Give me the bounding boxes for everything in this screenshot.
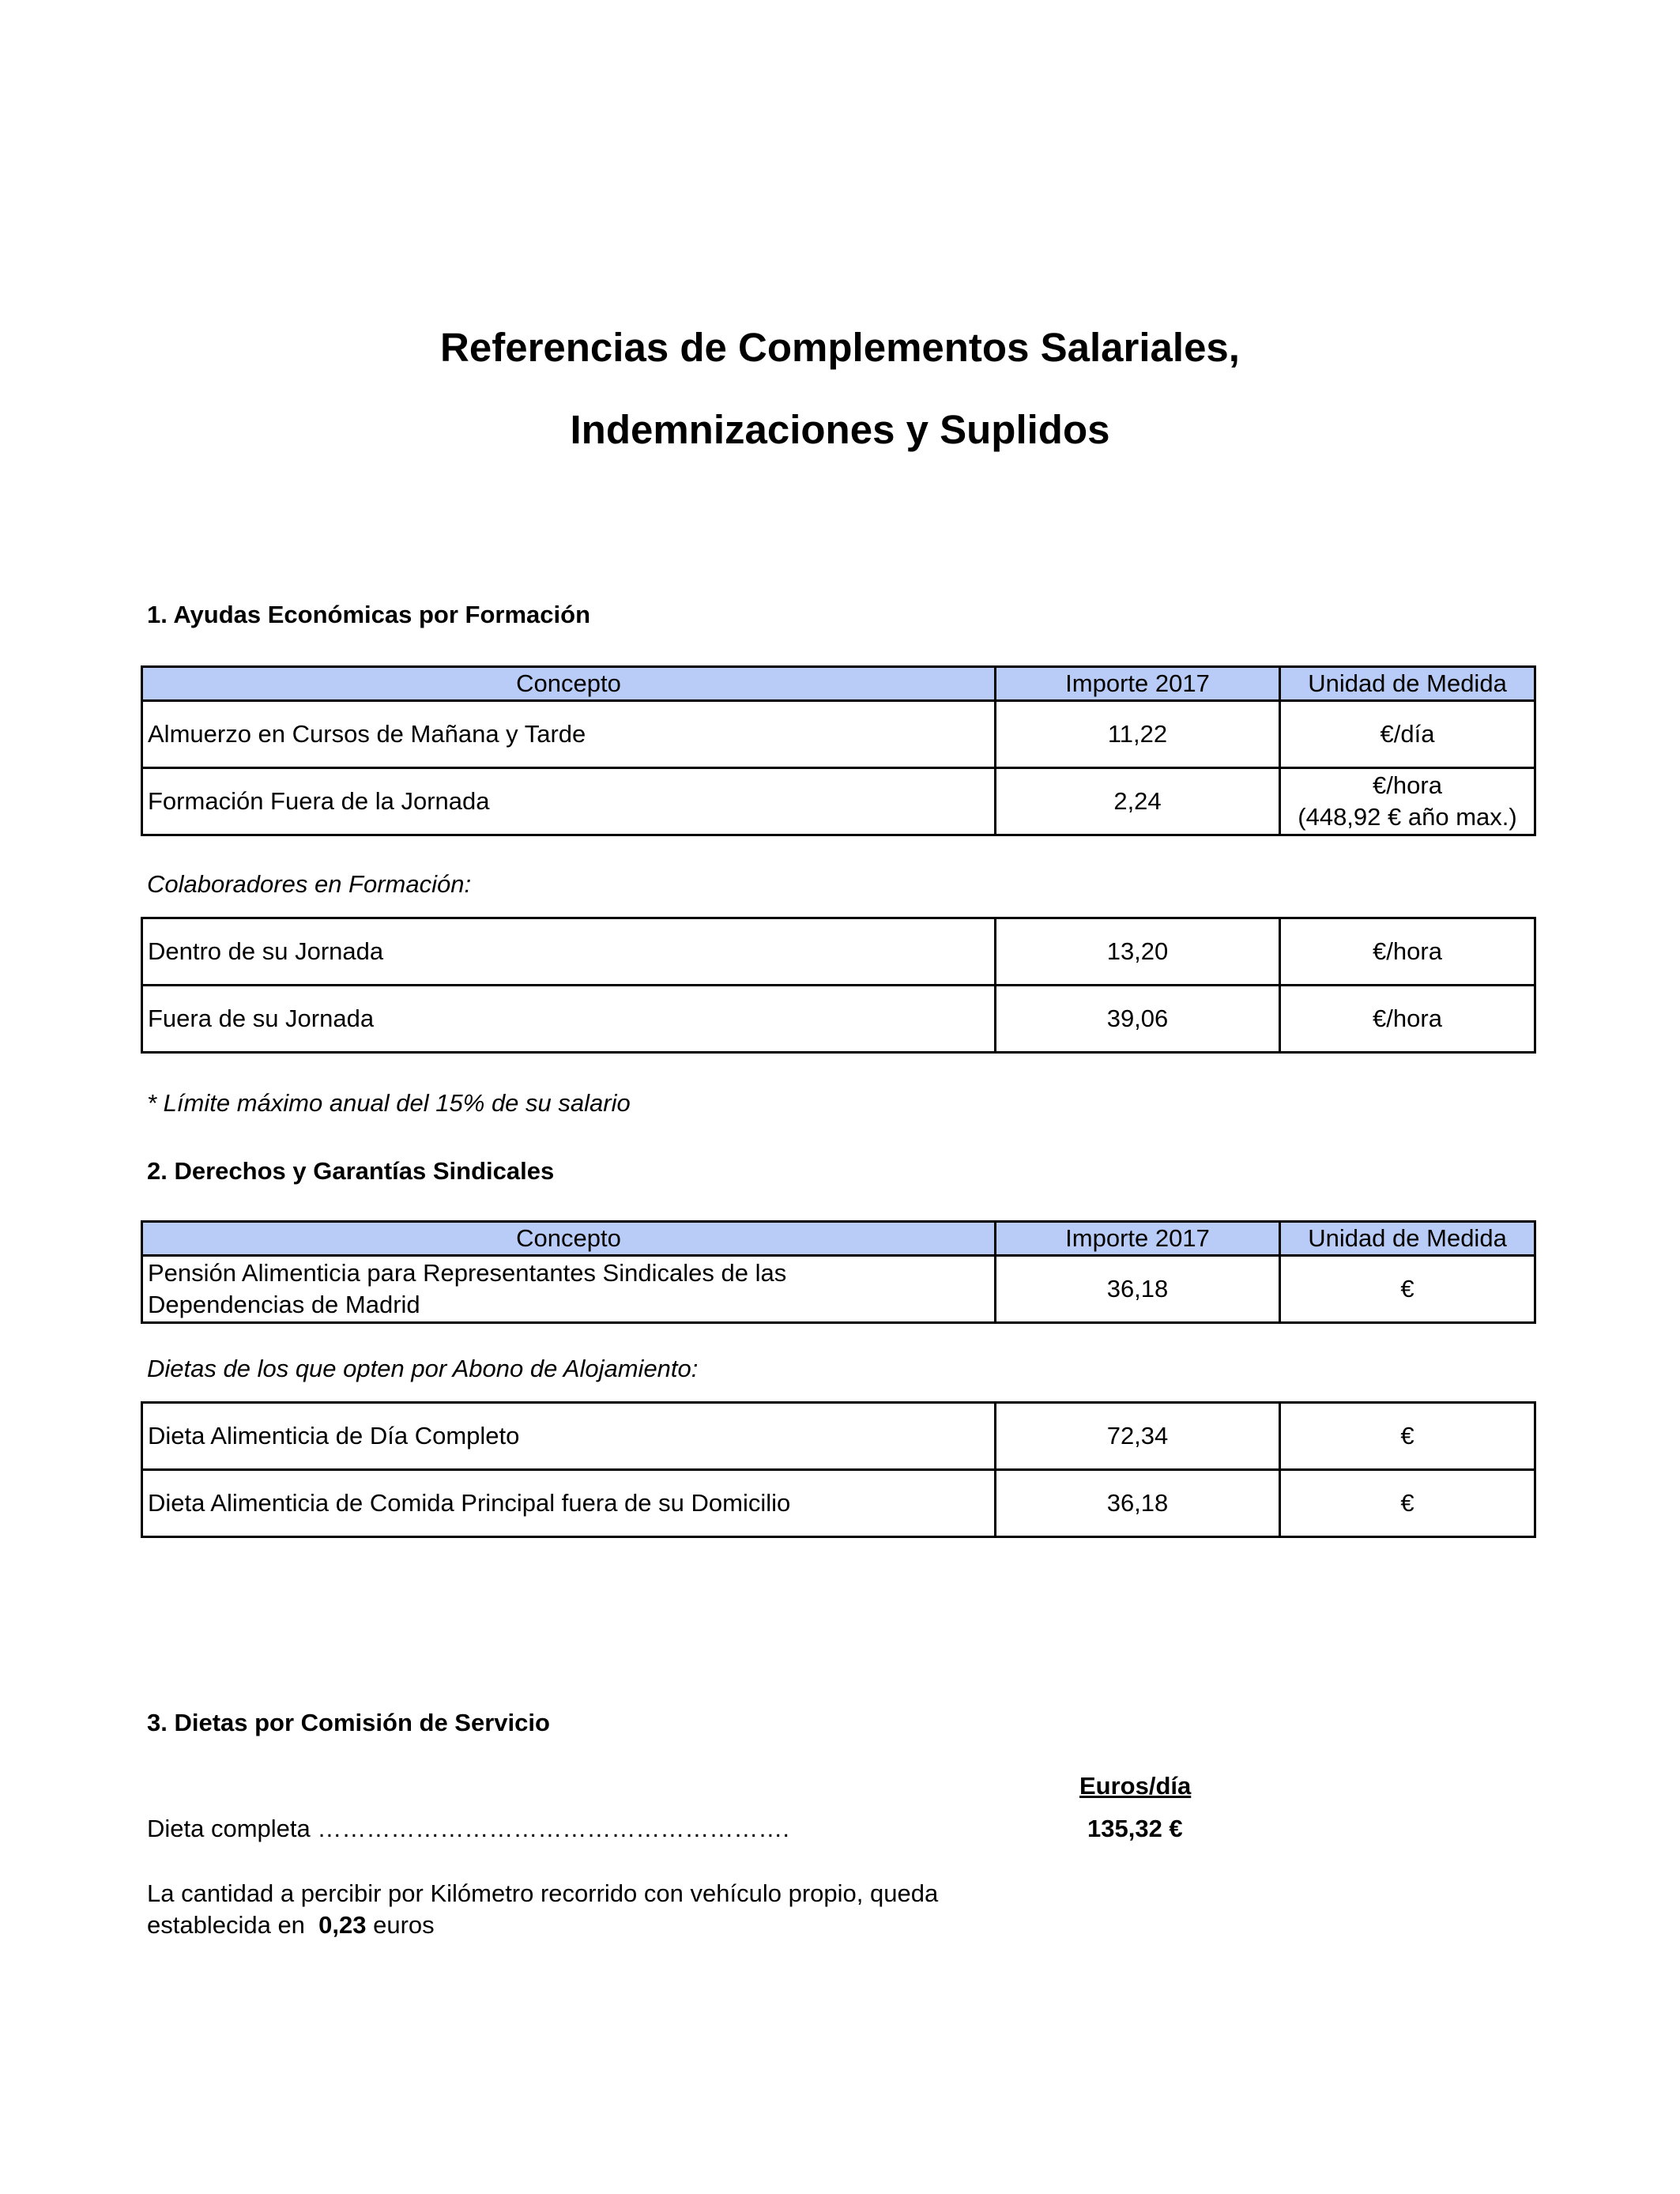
unit-line: €/hora — [1373, 771, 1442, 799]
cell-concepto: Dentro de su Jornada — [142, 918, 996, 986]
cell-importe: 13,20 — [996, 918, 1280, 986]
collaborators-label: Colaboradores en Formación: — [147, 870, 472, 898]
km-value: 0,23 — [318, 1911, 367, 1939]
km-text-line2 — [147, 1909, 435, 1941]
cell-concepto: Formación Fuera de la Jornada — [142, 768, 996, 835]
cell-unidad: € — [1280, 1403, 1535, 1470]
dieta-completa-label: Dieta completa …………………………………………………. — [147, 1815, 789, 1842]
cell-concepto: Dieta Alimenticia de Día Completo — [142, 1403, 996, 1470]
cell-concepto: Dieta Alimenticia de Comida Principal fuera de su Domicilio — [142, 1470, 996, 1537]
table-row — [142, 1470, 1535, 1537]
header-unidad: Unidad de Medida — [1280, 667, 1535, 701]
km-text-prefix: establecida en — [147, 1911, 312, 1939]
header-concepto: Concepto — [142, 1222, 996, 1256]
dietas-label: Dietas de los que opten por Abono de Alojamiento: — [147, 1355, 699, 1382]
footnote: * Límite máximo anual del 15% de su salario — [147, 1089, 631, 1117]
section1-heading: 1. Ayudas Económicas por Formación — [147, 601, 591, 628]
table-row — [142, 918, 1535, 986]
cell-unidad: €/día — [1280, 701, 1535, 768]
section2-dietas-table — [141, 1401, 1536, 1538]
section1-table — [141, 665, 1536, 836]
header-concepto: Concepto — [142, 667, 996, 701]
cell-importe: 72,34 — [996, 1403, 1280, 1470]
cell-unidad: €/hora — [1280, 986, 1535, 1053]
section2-heading: 2. Derechos y Garantías Sindicales — [147, 1157, 555, 1185]
cell-unidad — [1280, 768, 1535, 835]
table-row — [142, 1403, 1535, 1470]
km-text-line1: La cantidad a percibir por Kilómetro recorrido con vehículo propio, queda — [147, 1879, 939, 1907]
header-unidad: Unidad de Medida — [1280, 1222, 1535, 1256]
document-title-line2: Indemnizaciones y Suplidos — [570, 407, 1110, 452]
cell-unidad: €/hora — [1280, 918, 1535, 986]
table-header-row — [142, 1222, 1535, 1256]
section2-table — [141, 1220, 1536, 1324]
euros-dia-header: Euros/día — [1079, 1772, 1192, 1800]
cell-importe: 2,24 — [996, 768, 1280, 835]
cell-importe: 36,18 — [996, 1256, 1280, 1323]
cell-unidad: € — [1280, 1470, 1535, 1537]
dieta-completa-value: 135,32 € — [1087, 1815, 1183, 1842]
km-text-suffix: euros — [366, 1911, 435, 1939]
concepto-line2: Dependencias de Madrid — [148, 1291, 420, 1318]
concepto-line1: Pensión Alimenticia para Representantes Sindicales de las — [148, 1259, 787, 1287]
header-importe: Importe 2017 — [996, 1222, 1280, 1256]
table-row — [142, 1256, 1535, 1323]
table-row — [142, 768, 1535, 835]
unit-extra-line: (448,92 € año max.) — [1298, 803, 1517, 831]
document-title-line1: Referencias de Complementos Salariales, — [440, 325, 1240, 370]
table-header-row — [142, 667, 1535, 701]
cell-unidad: € — [1280, 1256, 1535, 1323]
header-importe: Importe 2017 — [996, 667, 1280, 701]
table-row — [142, 701, 1535, 768]
section1-collaborators-table — [141, 917, 1536, 1054]
cell-concepto — [142, 1256, 996, 1323]
table-row — [142, 986, 1535, 1053]
cell-importe: 36,18 — [996, 1470, 1280, 1537]
cell-importe: 39,06 — [996, 986, 1280, 1053]
section3-heading: 3. Dietas por Comisión de Servicio — [147, 1709, 550, 1736]
cell-concepto: Almuerzo en Cursos de Mañana y Tarde — [142, 701, 996, 768]
cell-concepto: Fuera de su Jornada — [142, 986, 996, 1053]
cell-importe: 11,22 — [996, 701, 1280, 768]
